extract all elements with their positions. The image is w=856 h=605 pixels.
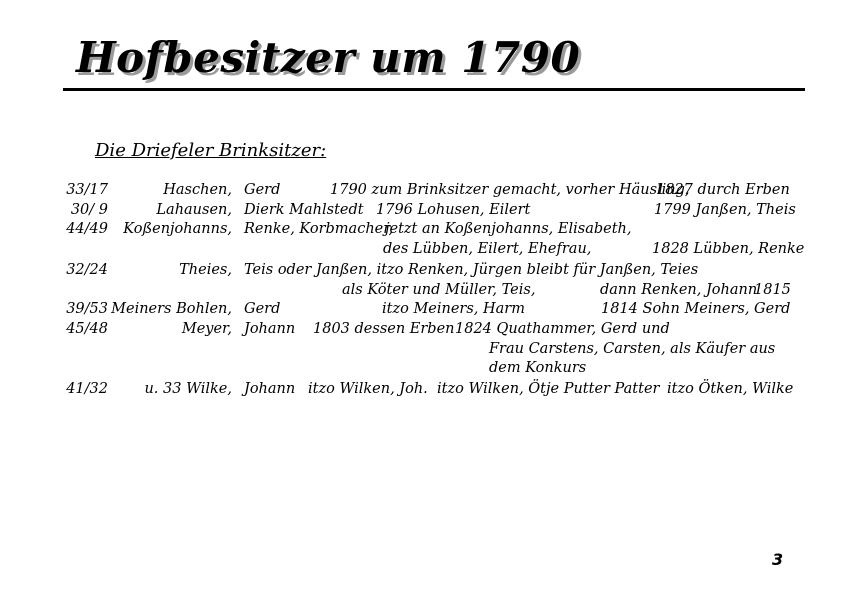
row-surname: Meyer, [181, 321, 232, 337]
row-number: 45/48 [66, 321, 108, 337]
row-note: 1796 Lohusen, Eilert [376, 202, 531, 218]
row-surname: Theies, [179, 262, 232, 278]
row-surname: Meiners Bohlen, [111, 301, 232, 317]
row-number: 32/24 [66, 262, 108, 278]
row-firstname: Johann [244, 381, 296, 397]
row-successor-continued: Frau Carstens, Carsten, als Käufer aus [489, 341, 776, 357]
row-note: itzo Wilken, Joh. [308, 381, 428, 397]
row-number: 41/32 [66, 381, 108, 397]
row-successor: 1799 Janßen, Theis [654, 202, 796, 218]
row-note-continued: des Lübben, Eilert, Ehefrau, [383, 241, 592, 257]
row-year: 1815 [754, 282, 791, 298]
row-successor: 1824 Quathammer, Gerd und [455, 321, 670, 337]
row-note: itzo Meiners, Harm [382, 301, 525, 317]
row-firstname: Gerd [244, 182, 281, 198]
row-number: 33/17 [66, 182, 108, 198]
row-later-owner: itzo Ötken, Wilke [667, 381, 794, 397]
row-firstname: Teis oder Janßen, itzo Renken, Jürgen bleibt für Janßen, Teies [244, 262, 699, 278]
row-successor-continued: dem Konkurs [489, 360, 587, 376]
row-surname: Lahausen, [156, 202, 232, 218]
row-firstname: Renke, Korbmacher, [244, 221, 394, 237]
title-underline-rule [63, 88, 805, 91]
row-surname: Haschen, [163, 182, 232, 198]
page-title: Hofbesitzer um 1790 [76, 33, 581, 82]
row-note: 1803 dessen Erben [313, 321, 455, 337]
section-subtitle: Die Driefeler Brinksitzer: [95, 140, 327, 161]
row-successor: 1827 durch Erben [656, 182, 790, 198]
row-firstname: Gerd [244, 301, 281, 317]
row-surname: u. 33 Wilke, [144, 381, 232, 397]
row-successor: 1828 Lübben, Renke [652, 241, 805, 257]
row-successor: 1814 Sohn Meiners, Gerd [601, 301, 791, 317]
row-number: 44/49 [66, 221, 108, 237]
row-number: 39/53 [66, 301, 108, 317]
row-firstname: Johann [244, 321, 296, 337]
row-note: jetzt an Koßenjohanns, Elisabeth, [385, 221, 632, 237]
row-firstname: Dierk Mahlstedt [244, 202, 364, 218]
row-successor: dann Renken, Johann [600, 282, 758, 298]
page-number: 3 [772, 550, 784, 569]
row-number: 30/ 9 [70, 202, 108, 218]
row-surname: Koßenjohanns, [123, 221, 232, 237]
row-note-continued: als Köter und Müller, Teis, [342, 282, 536, 298]
row-successor: itzo Wilken, Ötje Putter Patter [437, 381, 660, 397]
row-note: 1790 zum Brinksitzer gemacht, vorher Häusling, [330, 182, 690, 198]
